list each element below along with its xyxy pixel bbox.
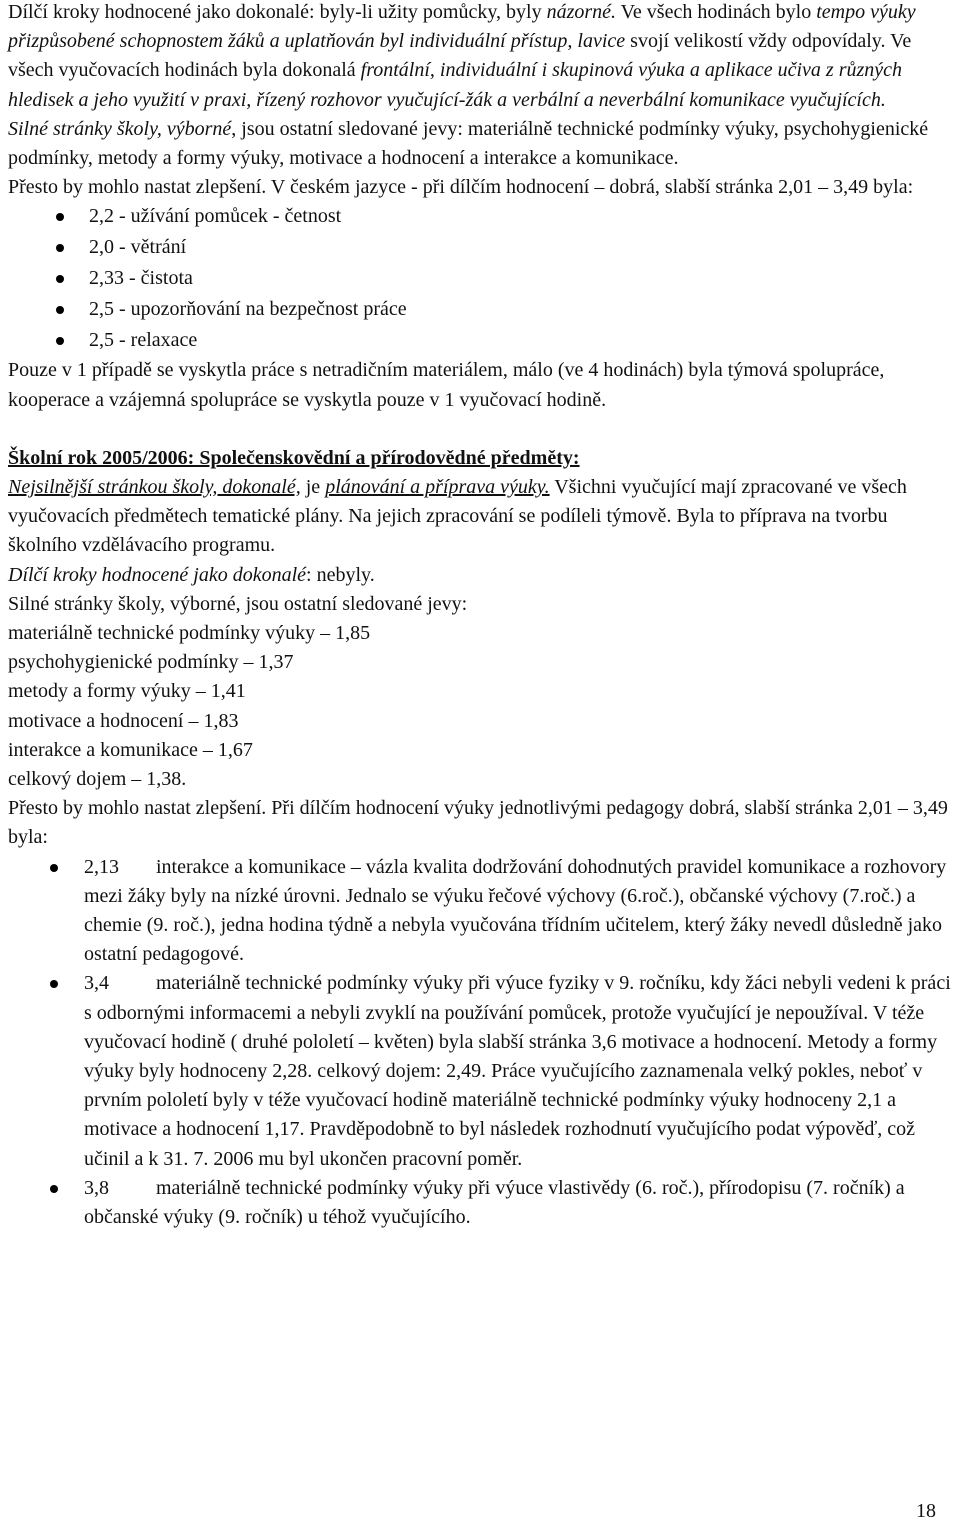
list-item-text: interakce a komunikace – vázla kvalita dodržování dohodnutých pravidel komunikace a rozhovory mezi žáky byly na nízké úrovni. Jednalo se výuku řečové výchovy (6.roč.), občanské výchovy (7.roč.) a chemie (9. roč.), jedna hodina týdně a nebyla vyučována třídním učitelem, který žáky nevedl důsledně jako ostatní pedagogové. [84,855,947,966]
paragraph-partial-steps [8,0,952,115]
list-item-text: užívání pomůcek - četnost [125,205,342,228]
text-run: Dílčí kroky hodnocené jako dokonalé: byly-li užity pomůcky, byly [8,1,547,23]
paragraph-partial-steps-2 [8,561,952,590]
text-run: svojí velikostí vždy odpovídaly. Ve všech vyučovacích hodinách byla dokonalá [8,30,912,82]
text-run-italic: plánování a příprava výuky. [325,476,550,499]
text-run-italic: tempo výuky přizpůsobené schopnostem žáků a uplatňován byl individuální přístup, lavice [8,1,916,53]
list-item-text: relaxace [125,328,198,351]
list-item-score: 2,0 - [89,236,126,259]
text-run: , jsou ostatní sledované jevy: materiálně technické podmínky výuky, psychohygienické podmínky, metody a formy výuky, motivace a hodnocení a interakce a komunikace. [8,117,929,170]
list-item [8,1174,952,1232]
text-run-italic: Nejsilnější stránkou školy, dokonalé, [8,476,301,499]
strengths-values [8,619,952,794]
list-item [8,202,952,231]
section-heading: Školní rok 2005/2006: Společenskovědní a přírodovědné předměty: [8,446,580,469]
text-run-italic: Silné stránky školy, výborné [8,117,232,140]
paragraph-improvement-2: Přesto by mohlo nastat zlepšení. Při dílčím hodnocení výuky jednotlivými pedagogy dobrá, slabší stránka 2,01 – 3,49 byla: [8,797,948,849]
list-item [8,326,952,355]
text-run: : nebyly. [306,563,375,586]
list-item-text: větrání [125,236,187,259]
paragraph-strengths [8,115,952,173]
list-item-score: 2,33 - [89,267,136,290]
value-line: motivace a hodnocení – 1,83 [8,709,239,732]
list-item-text: upozorňování na bezpečnost práce [125,297,407,320]
list-item-score: 2,5 - [89,328,126,351]
weakness-list-teachers [8,853,952,1233]
list-item-score: 2,2 - [89,205,126,228]
text-run-italic: Dílčí kroky hodnocené jako dokonalé [8,563,307,586]
text-run: Všichni vyučující mají zpracované ve všech vyučovacích předmětech tematické plány. Na jejich zpracování se podíleli týmově. Byla to příprava na tvorbu školního vzdělávacího programu. [8,476,907,557]
list-item [8,264,952,293]
list-item [8,969,952,1173]
list-item-text: čistota [135,267,193,290]
list-item [8,233,952,262]
document-page [8,0,952,1232]
list-item-text: materiálně technické podmínky výuky při výuce vlastivědy (6. roč.), přírodopisu (7. ročník) a občanské výuky (9. ročník) u téhož vyučujícího. [84,1176,905,1229]
paragraph-improvement-czech: Přesto by mohlo nastat zlepšení. V českém jazyce - při dílčím hodnocení – dobrá, slabší stránka 2,01 – 3,49 byla: [8,176,914,199]
page-number: 18 [916,1500,936,1522]
text-run: Ve všech hodinách bylo [616,1,817,23]
list-item [8,853,952,970]
text-run-italic: frontální, individuální i skupinová výuka a aplikace učiva z různých hledisek a jeho využití v praxi, řízený rozhovor vyučující-žák a verbální a neverbální komunikace vyučujících. [8,59,903,111]
spacer [8,415,952,444]
value-line: materiálně technické podmínky výuky – 1,85 [8,622,371,645]
value-line: interakce a komunikace – 1,67 [8,738,253,761]
text-run: je [300,476,326,499]
list-item-score: 2,5 - [89,297,126,320]
text-run-italic: názorné. [546,1,617,23]
list-item [8,295,952,324]
list-item-text: materiálně technické podmínky výuky při výuce fyziky v 9. ročníku, kdy žáci nebyli vedeni k práci s odbornými informacemi a nebyli zvyklí na používání pomůcek, protože vyučující je nepoužíval. V téže vyučovací hodině ( druhé pololetí – květen) byla slabší stránka 3,6 motivace a hodnocení. Metody a formy výuky byly hodnoceny 2,28. celkový dojem: 2,49. Práce vyučujícího zaznamenala velký pokles, neboť v prvním pololetí byly v téže vyučovací hodině materiálně technické podmínky výuky hodnoceny 2,1 a motivace a hodnocení 1,17. Pravděpodobně to byl následek rozhodnutí vyučujícího podat výpověď, což učinil a k 31. 7. 2006 mu byl ukončen pracovní poměr. [84,972,951,1170]
value-line: metody a formy výuky – 1,41 [8,680,246,703]
value-line: celkový dojem – 1,38. [8,768,187,791]
paragraph-strengths-2: Silné stránky školy, výborné, jsou ostatní sledované jevy: [8,592,468,615]
list-item-score: 3,4 [84,972,109,995]
weakness-list-czech [8,202,952,354]
paragraph-strongest [8,473,952,561]
list-item-score: 2,13 [84,855,119,878]
value-line: psychohygienické podmínky – 1,37 [8,651,294,674]
list-item-score: 3,8 [84,1176,109,1199]
paragraph-teamwork: Pouze v 1 případě se vyskytla práce s netradičním materiálem, málo (ve 4 hodinách) byla týmová spolupráce, kooperace a vzájemná spolupráce se vyskytla pouze v 1 vyučovací hodině. [8,359,885,411]
